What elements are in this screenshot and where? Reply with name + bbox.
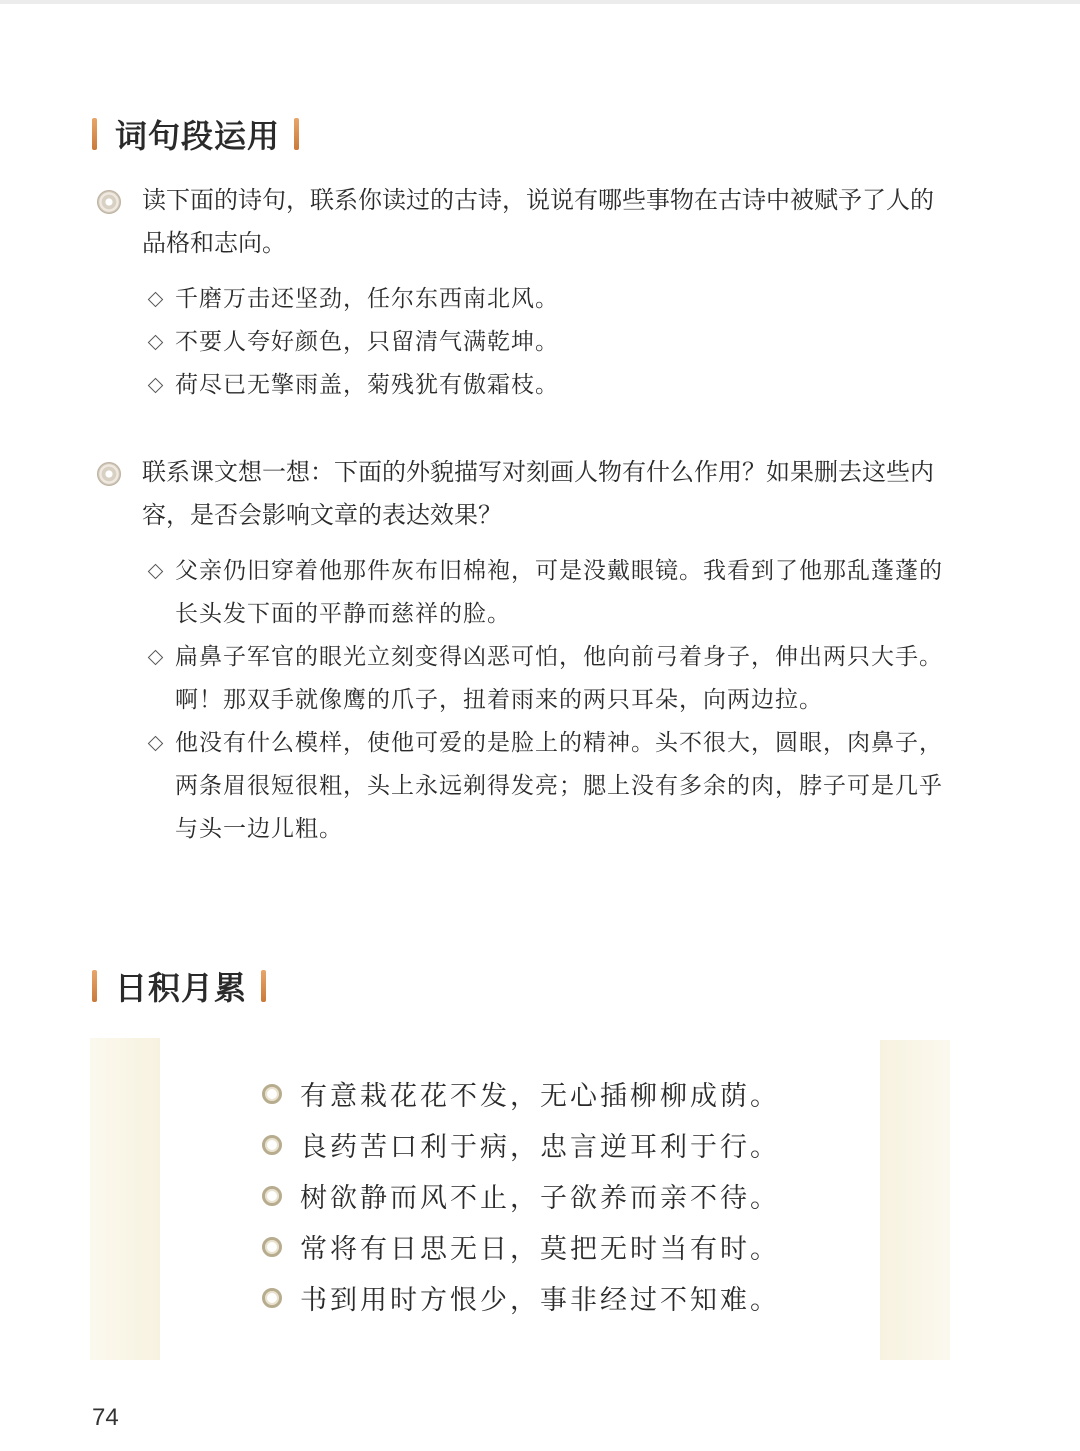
passage-item: 他没有什么模样，使他可爱的是脸上的精神。头不很大，圆眼，肉鼻子，两条眉很短很粗，头上永远剃得发亮；腮上没有多余的肉，脖子可是几乎与头一边儿粗。 [146,722,956,851]
saying-item: 书到用时方恨少，事非经过不知难。 [262,1272,882,1323]
diamond-bullet-icon [148,736,164,752]
poem-line: 千磨万击还坚劲，任尔东西南北风。 [146,278,956,321]
saying-item: 有意栽花花不发，无心插柳柳成荫。 [262,1068,882,1119]
diamond-bullet-icon [148,335,164,351]
circle-bullet-icon [262,1084,282,1104]
poem-line: 不要人夸好颜色，只留清气满乾坤。 [146,321,956,364]
saying-item: 树欲静而风不止，子欲养而亲不待。 [262,1170,882,1221]
page-number: 74 [92,1404,119,1431]
diamond-bullet-icon [148,378,164,394]
circle-bullet-icon [262,1288,282,1308]
title-bar-right [261,970,266,1002]
circle-bullet-icon [262,1135,282,1155]
saying-item: 常将有日思无日，莫把无时当有时。 [262,1221,882,1272]
section-title-text: 词句段运用 [115,117,281,155]
decorative-panel-left [90,1038,160,1360]
passage-item: 父亲仍旧穿着他那件灰布旧棉袍，可是没戴眼镜。我看到了他那乱蓬蓬的长头发下面的平静而慈祥的脸。 [146,550,956,636]
diamond-bullet-icon [148,650,164,666]
title-bar-left [92,118,97,150]
decorative-panel-right [880,1040,950,1360]
page-top-edge [0,0,1080,4]
section-title-ri-ji-yue-lei [92,966,266,1006]
section-title-text: 日积月累 [115,969,248,1007]
title-bar-right [294,118,299,150]
title-bar-left [92,970,97,1002]
question-bullet-icon [97,462,121,486]
diamond-bullet-icon [148,292,164,308]
saying-item: 良药苦口利于病，忠言逆耳利于行。 [262,1119,882,1170]
poem-line: 荷尽已无擎雨盖，菊残犹有傲霜枝。 [146,364,956,407]
passage-item: 扁鼻子军官的眼光立刻变得凶恶可怕，他向前弓着身子，伸出两只大手。啊！那双手就像鹰的爪子，扭着雨来的两只耳朵，向两边拉。 [146,636,956,722]
question-2-passages [146,550,956,851]
circle-bullet-icon [262,1237,282,1257]
question-bullet-icon [97,190,121,214]
section-title-ci-ju-duan [92,114,299,154]
diamond-bullet-icon [148,564,164,580]
circle-bullet-icon [262,1186,282,1206]
question-2-prompt: 联系课文想一想：下面的外貌描写对刻画人物有什么作用？如果删去这些内容，是否会影响文章的表达效果？ [142,458,934,529]
question-1-poem-lines [146,278,956,407]
question-1-prompt: 读下面的诗句，联系你读过的古诗，说说有哪些事物在古诗中被赋予了人的品格和志向。 [142,186,934,257]
sayings-list [262,1068,882,1323]
